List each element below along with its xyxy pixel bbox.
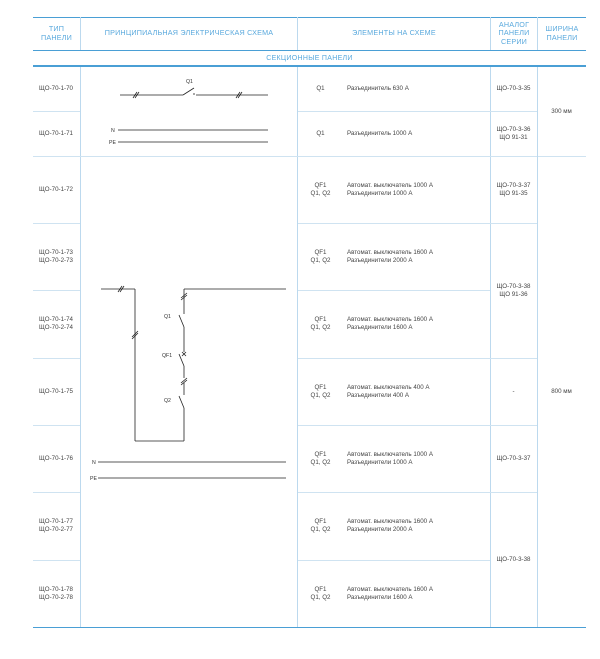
row-analog: ЩО-70-3-35 <box>496 85 531 92</box>
row-type: ЩО-70-1-70 <box>38 85 73 92</box>
header-schema: ПРИНЦИПИАЛЬНАЯ ЭЛЕКТРИЧЕСКАЯ СХЕМА <box>104 28 274 38</box>
switch-q2-blade <box>179 396 184 408</box>
analog-merged: ЩО-70-3-38 ЩО 91-36 <box>496 282 531 298</box>
row-analog: ЩО-70-3-36 ЩО 91-31 <box>496 125 531 141</box>
row-desc: Автомат. выключатель 400 А Разъединители 400 А <box>347 383 430 399</box>
row-type: ЩО-70-1-77 ЩО-70-2-77 <box>38 518 73 533</box>
header-type: ТИП ПАНЕЛИ <box>40 24 73 42</box>
width-narrow: 300 мм <box>551 107 572 115</box>
header-analog: АНАЛОГ ПАНЕЛИ СЕРИИ <box>498 19 530 46</box>
row-type: ЩО-70-1-78 ЩО-70-2-78 <box>38 585 73 601</box>
switch-q1-blade <box>183 88 194 95</box>
row-desc: Автомат. выключатель 1600 А Разъединители 1600 А <box>347 585 433 601</box>
row-code: QF1 Q1, Q2 <box>310 518 331 533</box>
row-code: QF1 Q1, Q2 <box>310 316 331 331</box>
label-pe: PE <box>109 140 116 146</box>
row-type: ЩО-70-1-71 <box>38 129 73 137</box>
row-code: QF1 Q1, Q2 <box>310 585 331 601</box>
label-n: N <box>111 128 115 134</box>
row-desc: Автомат. выключатель 1600 А Разъединители 2000 А <box>347 248 433 264</box>
row-type: ЩО-70-1-75 <box>38 387 73 395</box>
width-wide: 800 мм <box>551 387 572 395</box>
row-desc: Автомат. выключатель 1600 А Разъединители 2000 А <box>347 518 433 533</box>
row-code: QF1 Q1, Q2 <box>310 181 331 197</box>
row-code: Q1 <box>316 85 325 92</box>
row-desc: Автомат. выключатель 1000 А Разъединители 1000 А <box>347 450 433 466</box>
row-analog: ЩО-70-3-37 <box>496 454 531 462</box>
header-width: ШИРИНА ПАНЕЛИ <box>545 24 579 42</box>
row-code: QF1 Q1, Q2 <box>310 248 331 264</box>
row-analog: ЩО-70-3-37 ЩО 91-35 <box>496 181 531 197</box>
row-analog: - <box>512 387 515 395</box>
row-desc: Автомат. выключатель 1600 А Разъединители 1600 А <box>347 316 433 331</box>
label-q2: Q2 <box>164 398 171 404</box>
label-n-2: N <box>92 460 96 466</box>
switch-q1-blade-lower <box>179 315 184 327</box>
row-desc: Разъединитель 630 А <box>347 85 409 92</box>
row-type: ЩО-70-1-72 <box>38 185 73 193</box>
section-title: СЕКЦИОННЫЕ ПАНЕЛИ <box>266 54 353 62</box>
row-code: QF1 Q1, Q2 <box>310 383 331 399</box>
label-q1-top: Q1 <box>186 79 193 85</box>
row-desc: Разъединитель 1000 А <box>347 129 413 137</box>
label-qf1: QF1 <box>162 353 173 359</box>
row-type: ЩО-70-1-76 <box>38 454 73 462</box>
header-elements: ЭЛЕМЕНТЫ НА СХЕМЕ <box>352 28 436 38</box>
analog-merged: ЩО-70-3-38 <box>496 555 531 563</box>
row-type: ЩО-70-1-74 ЩО-70-2-74 <box>38 316 73 331</box>
row-type: ЩО-70-1-73 ЩО-70-2-73 <box>38 248 73 264</box>
row-desc: Автомат. выключатель 1000 А Разъединители 1000 А <box>347 181 433 197</box>
label-pe-2: PE <box>90 476 97 482</box>
breaker-qf1-blade <box>179 354 184 366</box>
label-q1: Q1 <box>164 314 171 320</box>
row-code: QF1 Q1, Q2 <box>310 450 331 466</box>
row-code: Q1 <box>316 129 325 137</box>
